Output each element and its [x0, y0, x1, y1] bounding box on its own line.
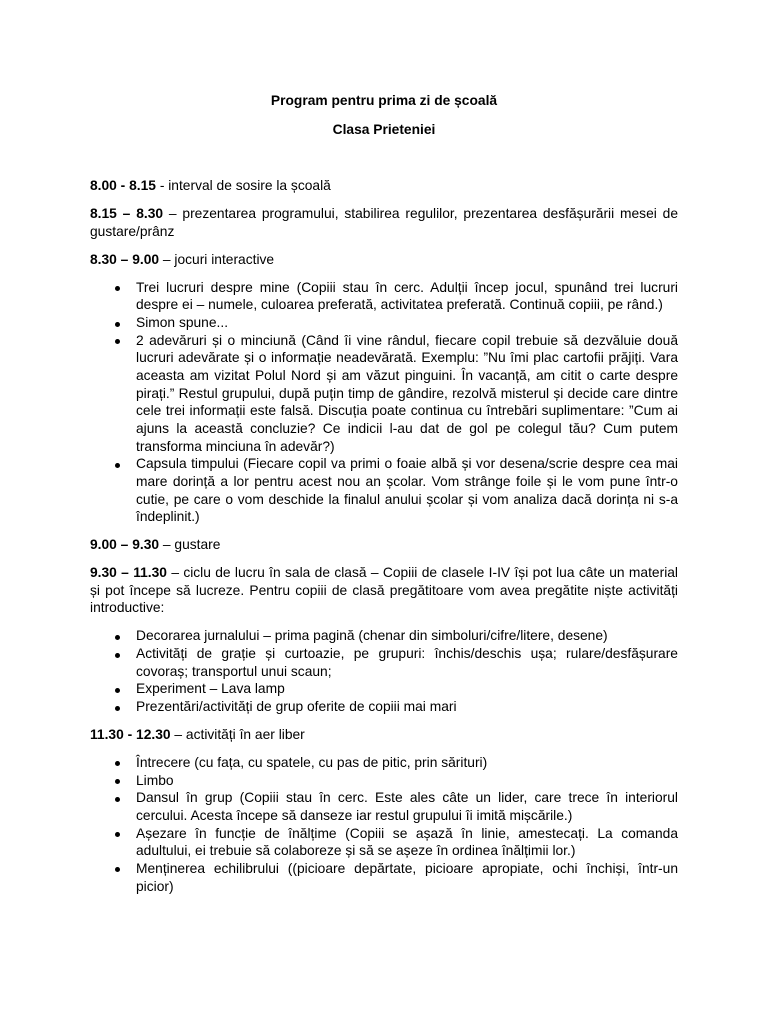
bullet-icon [115, 339, 120, 344]
entry-description: – ciclu de lucru în sala de clasă – Copiii de clasele I-IV își pot lua câte un material și pot începe să lucreze. Pentru copiii de clasă pregătitoare vom avea pregătite niște activități introductive: [90, 565, 678, 616]
list-item [90, 698, 678, 716]
time-range: 8.00 - 8.15 [90, 178, 156, 194]
list-item-text: Activități de grație și curtoazie, pe grupuri: închis/deschis ușa; rulare/desfășurare covoraș; transportul unui scaun; [136, 646, 678, 679]
list-item [90, 332, 678, 456]
bullet-icon [115, 463, 120, 468]
activity-list [90, 627, 678, 715]
list-item-text: Trei lucruri despre mine (Copiii stau în cerc. Adulții încep jocul, spunând trei lucruri despre ei – numele, culoarea preferată, activitatea preferată. Continuă copiii, pe rând.) [136, 279, 678, 313]
list-item [90, 825, 678, 860]
time-range: 9.00 – 9.30 [90, 537, 160, 553]
activity-list [90, 279, 678, 526]
list-item-text: Limbo [136, 772, 174, 788]
list-item-text: Menținerea echilibrului ((picioare depărtate, picioare apropiate, ochi închiși, într-un picior) [136, 860, 678, 894]
entry-description: – gustare [162, 537, 221, 553]
list-item-text: Decorarea jurnalului – prima pagină (chenar din simboluri/cifre/litere, desene) [136, 628, 608, 644]
schedule-entry [90, 564, 678, 617]
list-item-text: Experiment – Lava lamp [136, 681, 285, 697]
list-item [90, 789, 678, 824]
list-item [90, 860, 678, 895]
entry-description: – jocuri interactive [162, 251, 275, 267]
schedule-entry [90, 177, 678, 195]
page-title: Program pentru prima zi de școală [270, 93, 498, 108]
entry-description: – prezentarea programului, stabilirea regulilor, prezentarea desfășurării mesei de gustare/prânz [90, 206, 678, 239]
bullet-icon [115, 867, 120, 872]
bullet-icon [115, 706, 120, 711]
bullet-icon [115, 322, 120, 327]
schedule-entry [90, 251, 678, 269]
activity-list [90, 754, 678, 895]
list-item-text: Prezentări/activități de grup oferite de copiii mai mari [136, 699, 457, 715]
list-item [90, 680, 678, 698]
list-item [90, 279, 678, 314]
bullet-icon [115, 797, 120, 802]
list-item [90, 455, 678, 526]
time-range: 8.15 – 8.30 [90, 206, 164, 222]
list-item [90, 772, 678, 790]
list-item-text: Dansul în grup (Copiii stau în cerc. Este ales câte un lider, care trece în interiorul cercului. Acesta începe să danseze iar restul grupului îi imită mișcările.) [136, 790, 678, 823]
list-item-text: Capsula timpului (Fiecare copil va primi o foaie albă și vor desena/scrie despre cea mai mare dorință a lor pentru acest nou an școlar. Vom strânge foile și le vom pune într-o cutie, pe care o vom deschide la finalul anului școlar și vom analiza dacă dorința ni s-a îndeplinit.) [136, 456, 678, 525]
bullet-icon [115, 286, 120, 291]
bullet-icon [115, 832, 120, 837]
page-subtitle: Clasa Prieteniei [332, 121, 436, 137]
time-range: 9.30 – 11.30 [90, 565, 167, 581]
list-item [90, 627, 678, 645]
schedule-entry [90, 536, 678, 554]
list-item-text: 2 adevăruri și o minciună (Când îi vine rândul, fiecare copil trebuie să dezvăluie două lucruri adevărate și o informație neadevărată. Exemplu: ”Nu îmi plac cartofii prăjiți. Vara aceasta am vizitat Polul Nord și am văzut pinguini. În vacanță, am citit o carte despre pirați.” Restul grupului, după puțin timp de gândire, rezolvă misterul și decide care dintre cele trei informații este falsă. Discuția poate continua cu întrebări suplimentare: ”Cum ai ajuns la această concluzie? Ce indicii l-au dat de gol pe colegul tău? Cum putem transforma minciuna în adevăr?) [136, 332, 678, 454]
list-item [90, 314, 678, 332]
list-item [90, 645, 678, 680]
list-item-text: Întrecere (cu fața, cu spatele, cu pas de pitic, prin sărituri) [136, 754, 488, 770]
list-item-text: Așezare în funcție de înălțime (Copiii se așază în linie, amestecați. La comanda adultului, ei trebuie să colaboreze și să se așeze în ordinea înălțimii lor.) [136, 825, 678, 859]
bullet-icon [115, 635, 120, 640]
time-range: 8.30 – 9.00 [90, 251, 160, 267]
bullet-icon [115, 779, 120, 784]
bullet-icon [115, 653, 120, 658]
document-body [90, 92, 678, 905]
schedule-entry [90, 205, 678, 240]
schedule-entry [90, 726, 678, 744]
entry-description: – activități în aer liber [174, 726, 305, 742]
bullet-icon [115, 688, 120, 693]
bullet-icon [115, 761, 120, 766]
time-range: 11.30 - 12.30 [90, 726, 171, 742]
entry-description: - interval de sosire la școală [159, 178, 331, 194]
list-item-text: Simon spune... [136, 315, 229, 331]
list-item [90, 754, 678, 772]
